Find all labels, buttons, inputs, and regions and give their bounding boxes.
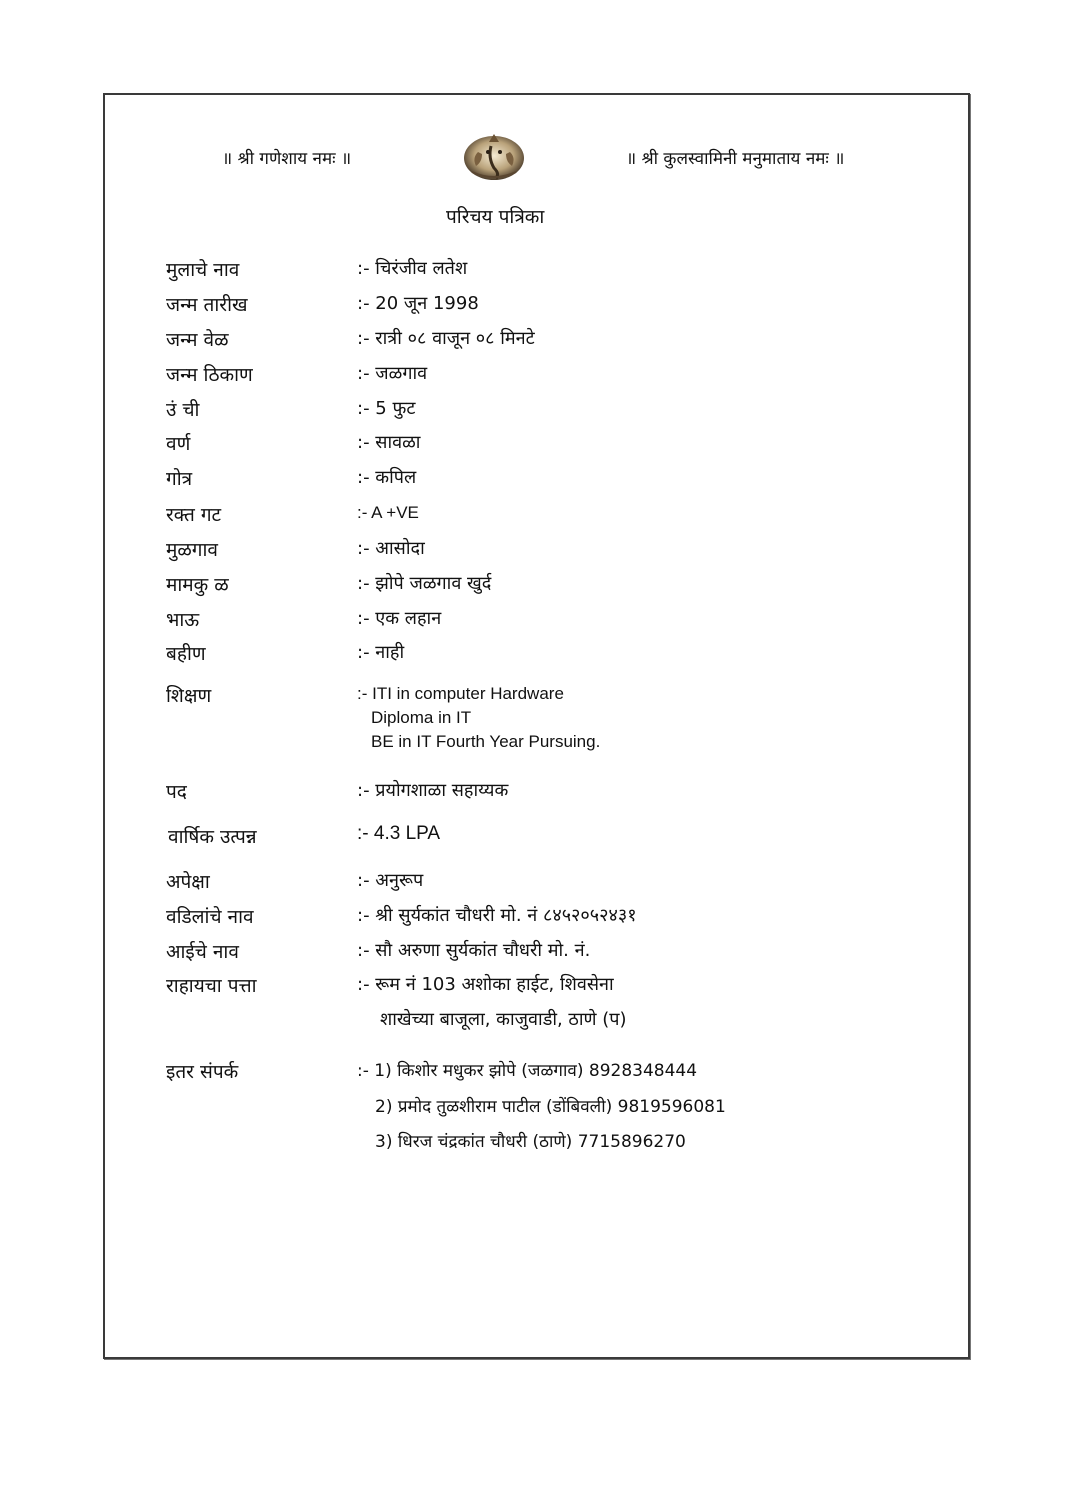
field-label-birth-time: जन्म वेळ [166, 329, 229, 351]
field-label-complexion: वर्ण [166, 433, 191, 455]
contact-line: 3) धिरज चंद्रकांत चौधरी (ठाणे) 7715896270 [375, 1132, 686, 1152]
field-label-father-name: वडिलांचे नाव [166, 906, 254, 928]
field-value-native-place: :- आसोदा [357, 538, 425, 559]
field-label-blood-group: रक्त गट [166, 504, 222, 526]
address-line: शाखेच्या बाजूला, काजुवाडी, ठाणे (प) [380, 1009, 627, 1030]
contact-line: :- 1) किशोर मधुकर झोपे (जळगाव) 8928348444 [357, 1061, 698, 1081]
field-value-annual-income: :- 4.3 LPA [357, 823, 441, 844]
field-value-sister: :- नाही [357, 642, 405, 663]
field-label-annual-income: वार्षिक उत्पन्न [168, 826, 257, 848]
field-label-gotra: गोत्र [166, 468, 193, 490]
field-label-designation: पद [166, 781, 187, 803]
education-line: Diploma in IT [371, 708, 472, 727]
field-value-maternal-family: :- झोपे जळगाव खुर्द [357, 573, 492, 594]
field-label-brother: भाऊ [166, 609, 200, 631]
field-value-dob: :- 20 जून 1998 [357, 293, 479, 314]
field-value-designation: :- प्रयोगशाळा सहाय्यक [357, 780, 509, 801]
education-line: BE in IT Fourth Year Pursuing. [371, 732, 601, 751]
contact-line: 2) प्रमोद तुळशीराम पाटील (डोंबिवली) 9819596081 [375, 1097, 726, 1117]
ganesha-logo-icon [458, 128, 530, 184]
field-label-mother-name: आईचे नाव [166, 941, 239, 963]
field-label-maternal-family: मामकु ळ [166, 574, 229, 596]
field-label-education: शिक्षण [166, 685, 212, 707]
field-value-expectation: :- अनुरूप [357, 870, 424, 891]
field-label-native-place: मुळगाव [166, 539, 218, 561]
field-value-blood-group: :- A +VE [357, 503, 419, 522]
field-value-name: :- चिरंजीव लतेश [357, 258, 468, 279]
field-label-birth-place: जन्म ठिकाण [166, 364, 253, 386]
kuldevi-invocation: ॥ श्री कुलस्वामिनी मनुमाताय नमः ॥ [626, 149, 845, 169]
field-label-other-contacts: इतर संपर्क [166, 1061, 239, 1083]
education-line: :- ITI in computer Hardware [357, 684, 564, 703]
field-label-expectation: अपेक्षा [166, 871, 210, 893]
field-label-address: राहायचा पत्ता [166, 975, 257, 997]
document-title: परिचय पत्रिका [446, 206, 545, 228]
field-value-father-name: :- श्री सुर्यकांत चौधरी मो. नं ८४५२०५२४३१ [357, 905, 637, 926]
field-value-birth-time: :- रात्री ०८ वाजून ०८ मिनटे [357, 328, 535, 349]
field-value-height: :- 5 फुट [357, 398, 416, 419]
field-label-name: मुलाचे नाव [166, 259, 240, 281]
field-label-dob: जन्म तारीख [166, 294, 248, 316]
field-value-brother: :- एक लहान [357, 608, 442, 629]
field-label-height: उं ची [166, 399, 200, 421]
field-value-mother-name: :- सौ अरुणा सुर्यकांत चौधरी मो. नं. [357, 940, 591, 961]
field-value-birth-place: :- जळगाव [357, 363, 428, 384]
address-line: :- रूम नं 103 अशोका हाईट, शिवसेना [357, 974, 614, 995]
ganesh-invocation: ॥ श्री गणेशाय नमः ॥ [222, 149, 352, 169]
field-value-complexion: :- सावळा [357, 432, 421, 453]
field-value-gotra: :- कपिल [357, 467, 417, 488]
document-border [103, 93, 970, 1359]
field-label-sister: बहीण [166, 643, 206, 665]
